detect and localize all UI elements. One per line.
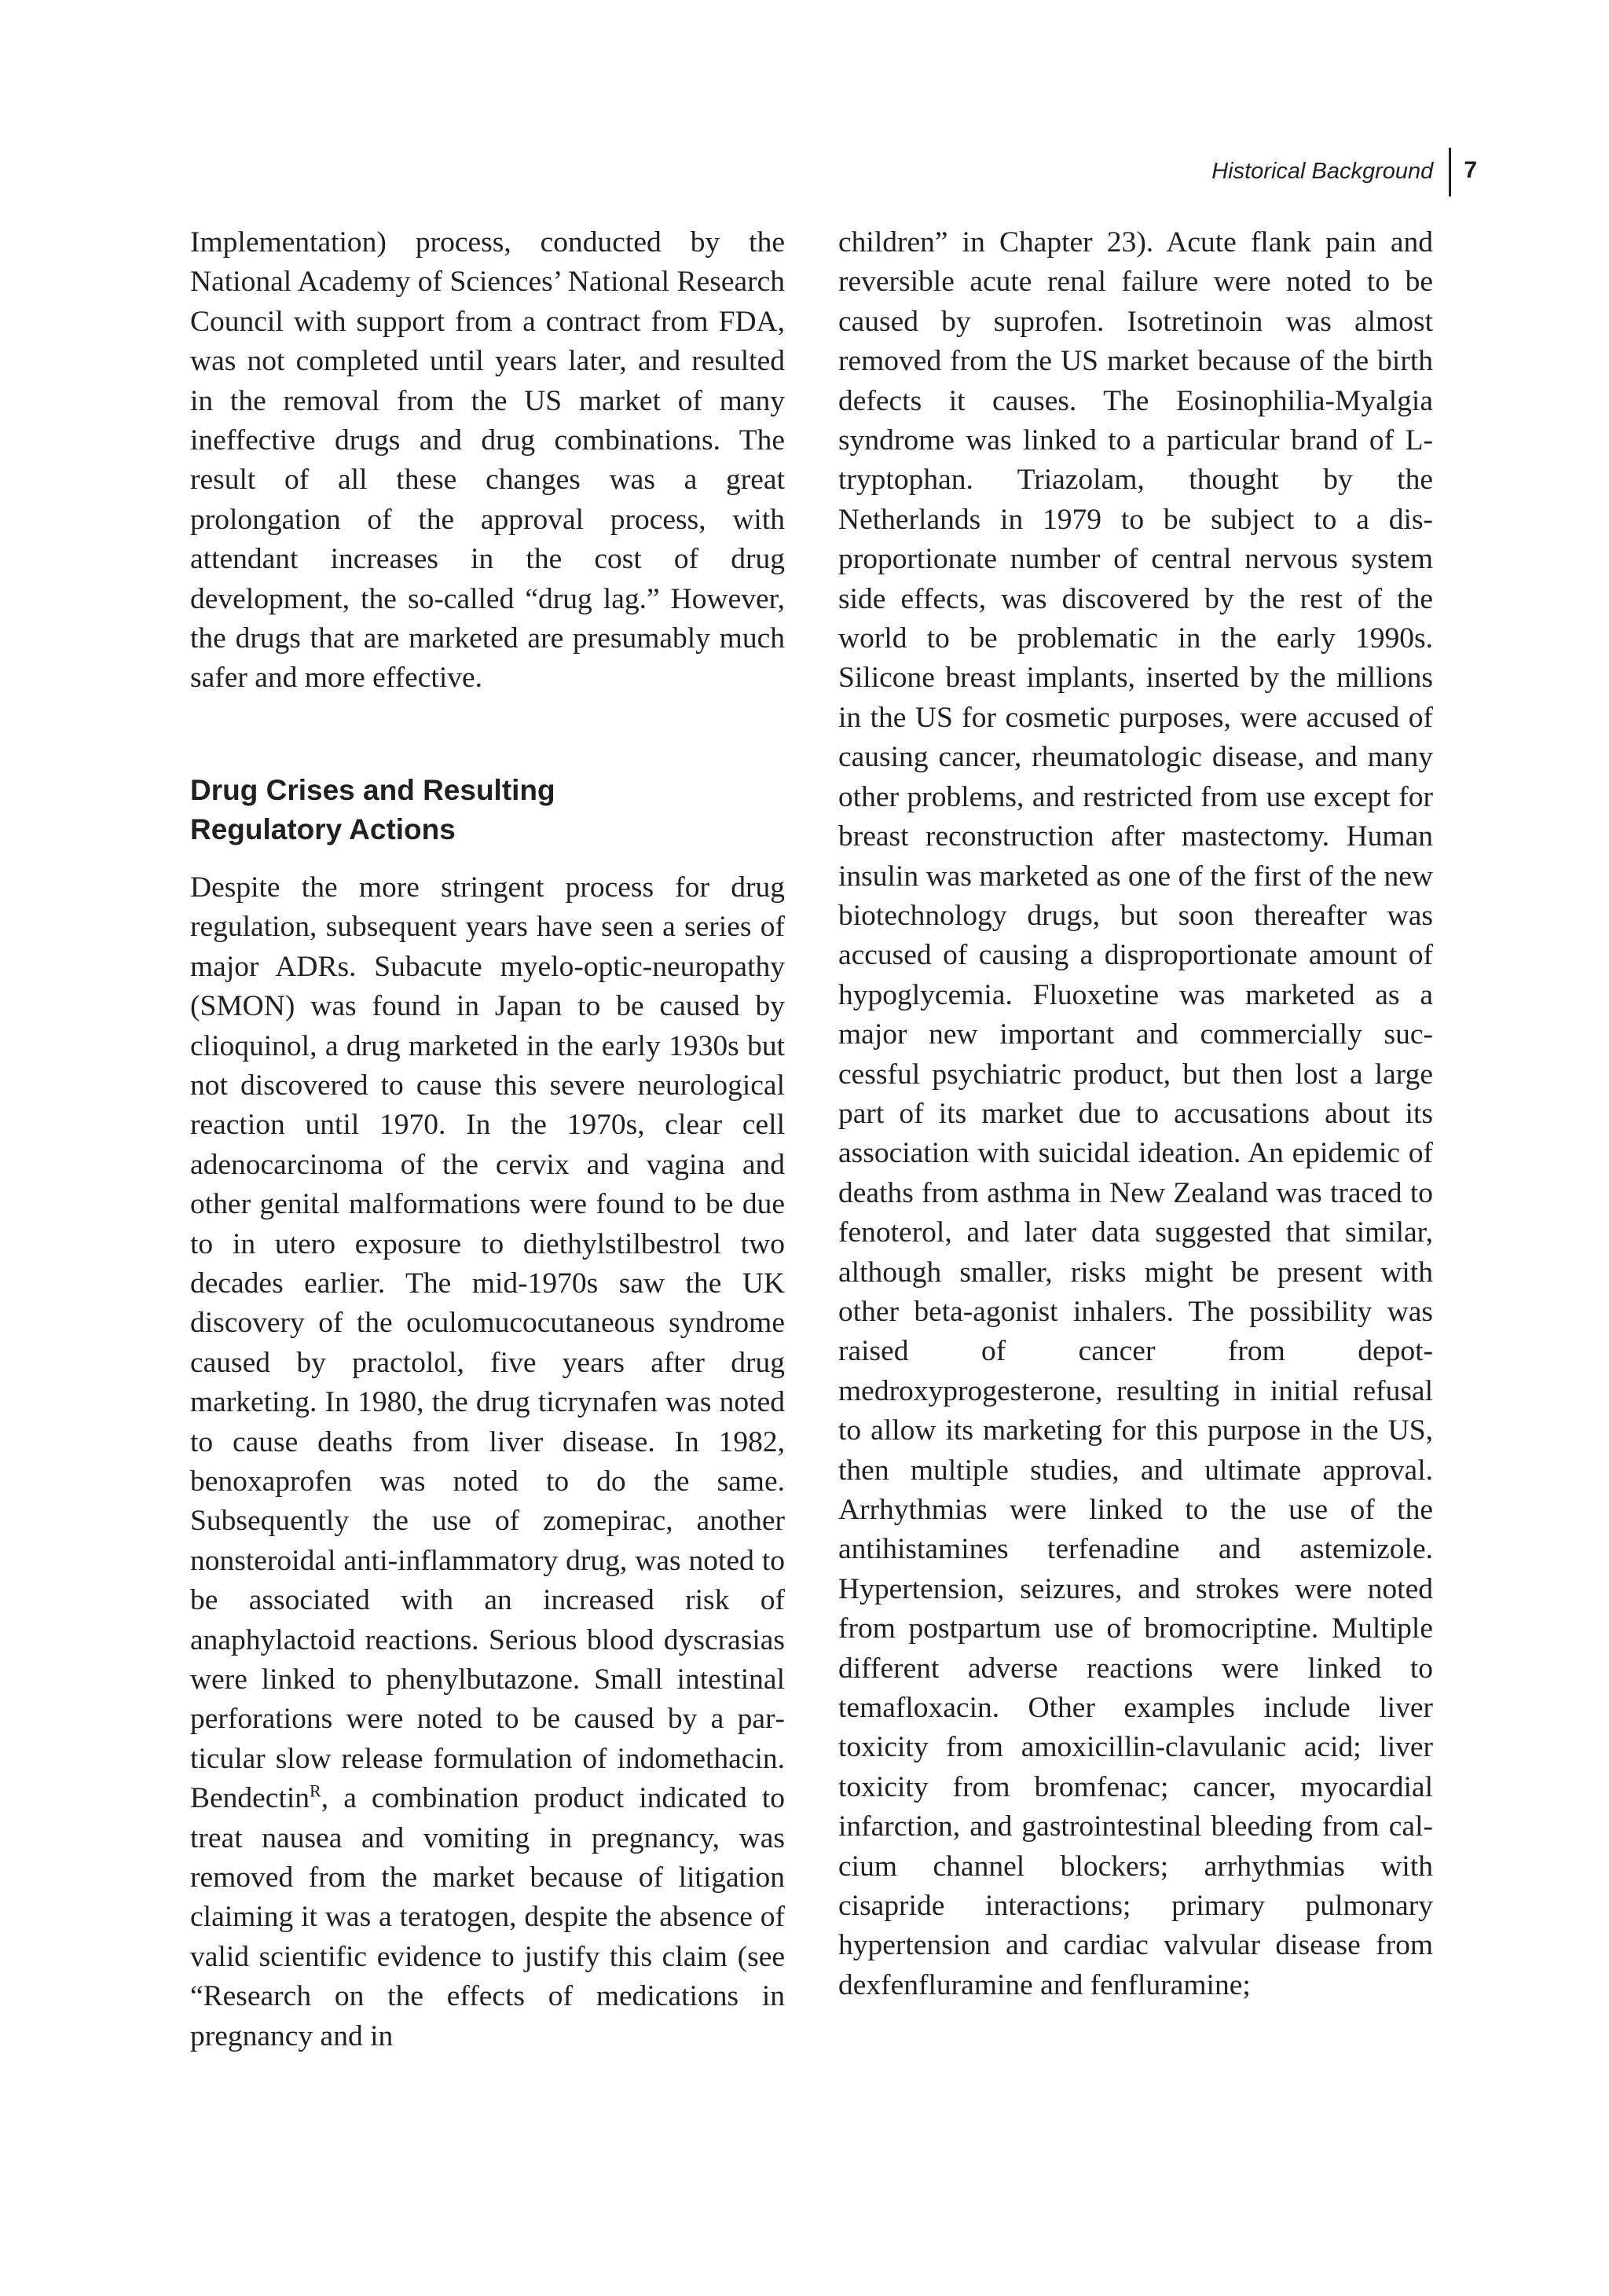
running-header <box>1211 148 1477 196</box>
paragraph-text-part-1: Despite the more stringent process for drug regulation, subsequent years have seen a series of major ADRs. Subacute myelo-optic-neuropathy (SMON) was found in Japan to be caused by clioquinol, a drug marketed in the early 1930s but not discovered to cause this severe neurological reaction until 1970. In the 1970s, clear cell adenocarcinoma of the cervix and vagina and other genital malformations were found to be due to in utero exposure to diethylstilbestrol two decades earlier. The mid-1970s saw the UK discovery of the oculomucocutaneous syndrome caused by practolol, five years after drug marketing. In 1980, the drug ticrynafen was noted to cause deaths from liver disease. In 1982, benoxaprofen was noted to do the same. Subsequently the use of zomepirac, another nonsteroidal anti-inflammatory drug, was noted to be associated with an increased risk of anaphylactoid reactions. Serious blood dyscrasias were linked to phenylbutazone. Small intestinal perforations were noted to be caused by a particular slow release formulation of indomethacin. Bendectin <box>190 871 785 1815</box>
drug-crises-paragraph <box>190 868 785 2056</box>
page-number: 7 <box>1464 157 1477 183</box>
registered-mark: R <box>310 1781 321 1801</box>
section-heading <box>190 771 785 849</box>
paragraph-text-part-2: , a combination product indicated to treat nausea and vomiting in pregnancy, was removed from the market because of litigation claiming it was a teratogen, despite the absence of valid scientific evidence to justify this claim (see “Research on the effects of medications in pregnancy and in <box>190 1782 785 2052</box>
left-column <box>190 223 785 2056</box>
adr-examples-paragraph: children” in Chapter 23). Acute flank pain and reversible acute renal failure were noted to be caused by suprofen. Isotretinoin was almost removed from the US market because of the birth defects it causes. The Eosinophilia-Myalgia syndrome was linked to a particular brand of L-tryptophan. Triazolam, thought by the Netherlands in 1979 to be subject to a disproportionate number of central nervous system side effects, was discovered by the rest of the world to be problematic in the early 1990s. Silicone breast implants, inserted by the millions in the US for cosmetic purposes, were accused of causing cancer, rheumatologic disease, and many other problems, and restricted from use except for breast reconstruction after mastectomy. Human insulin was marketed as one of the first of the new biotechnology drugs, but soon thereafter was accused of causing a disproportionate amount of hypoglycemia. Fluoxetine was marketed as a major new important and commercially successful psychiatric product, but then lost a large part of its market due to accusations about its association with suicidal ideation. An epidemic of deaths from asthma in New Zealand was traced to fenoterol, and later data suggested that similar, although smaller, risks might be present with other beta-agonist inhalers. The possibility was raised of cancer from depot-medroxyprogesterone, resulting in initial refusal to allow its marketing for this purpose in the US, then multiple studies, and ultimate approval. Arrhythmias were linked to the use of the antihistamines terfenadine and astemizole. Hypertension, seizures, and strokes were noted from postpartum use of bromocriptine. Multiple different adverse reactions were linked to temafloxacin. Other examples include liver toxicity from amoxicillin-clavulanic acid; liver toxicity from bromfenac; cancer, myocardial infarction, and gastrointestinal bleeding from calcium channel blockers; arrhythmias with cisapride interactions; primary pulmonary hypertension and cardiac valvular disease from dexfenfluramine and fenfluramine; <box>838 226 1433 2001</box>
section-heading-line-1: Drug Crises and Resulting <box>190 773 555 806</box>
right-column <box>838 223 1433 2005</box>
section-heading-line-2: Regulatory Actions <box>190 812 456 845</box>
running-title: Historical Background <box>1211 159 1434 184</box>
continued-paragraph: Implementation) process, conducted by the National Academy of Sciences’ National Research Council with support from a contract from FDA, was not completed until years later, and resulted in the removal from the US market of many ineffective drugs and drug combinations. The result of all these changes was a great prolongation of the approval process, with attendant increases in the cost of drug development, the so-called “drug lag.” However, the drugs that are marketed are presumably much safer and more effective. <box>190 226 785 695</box>
